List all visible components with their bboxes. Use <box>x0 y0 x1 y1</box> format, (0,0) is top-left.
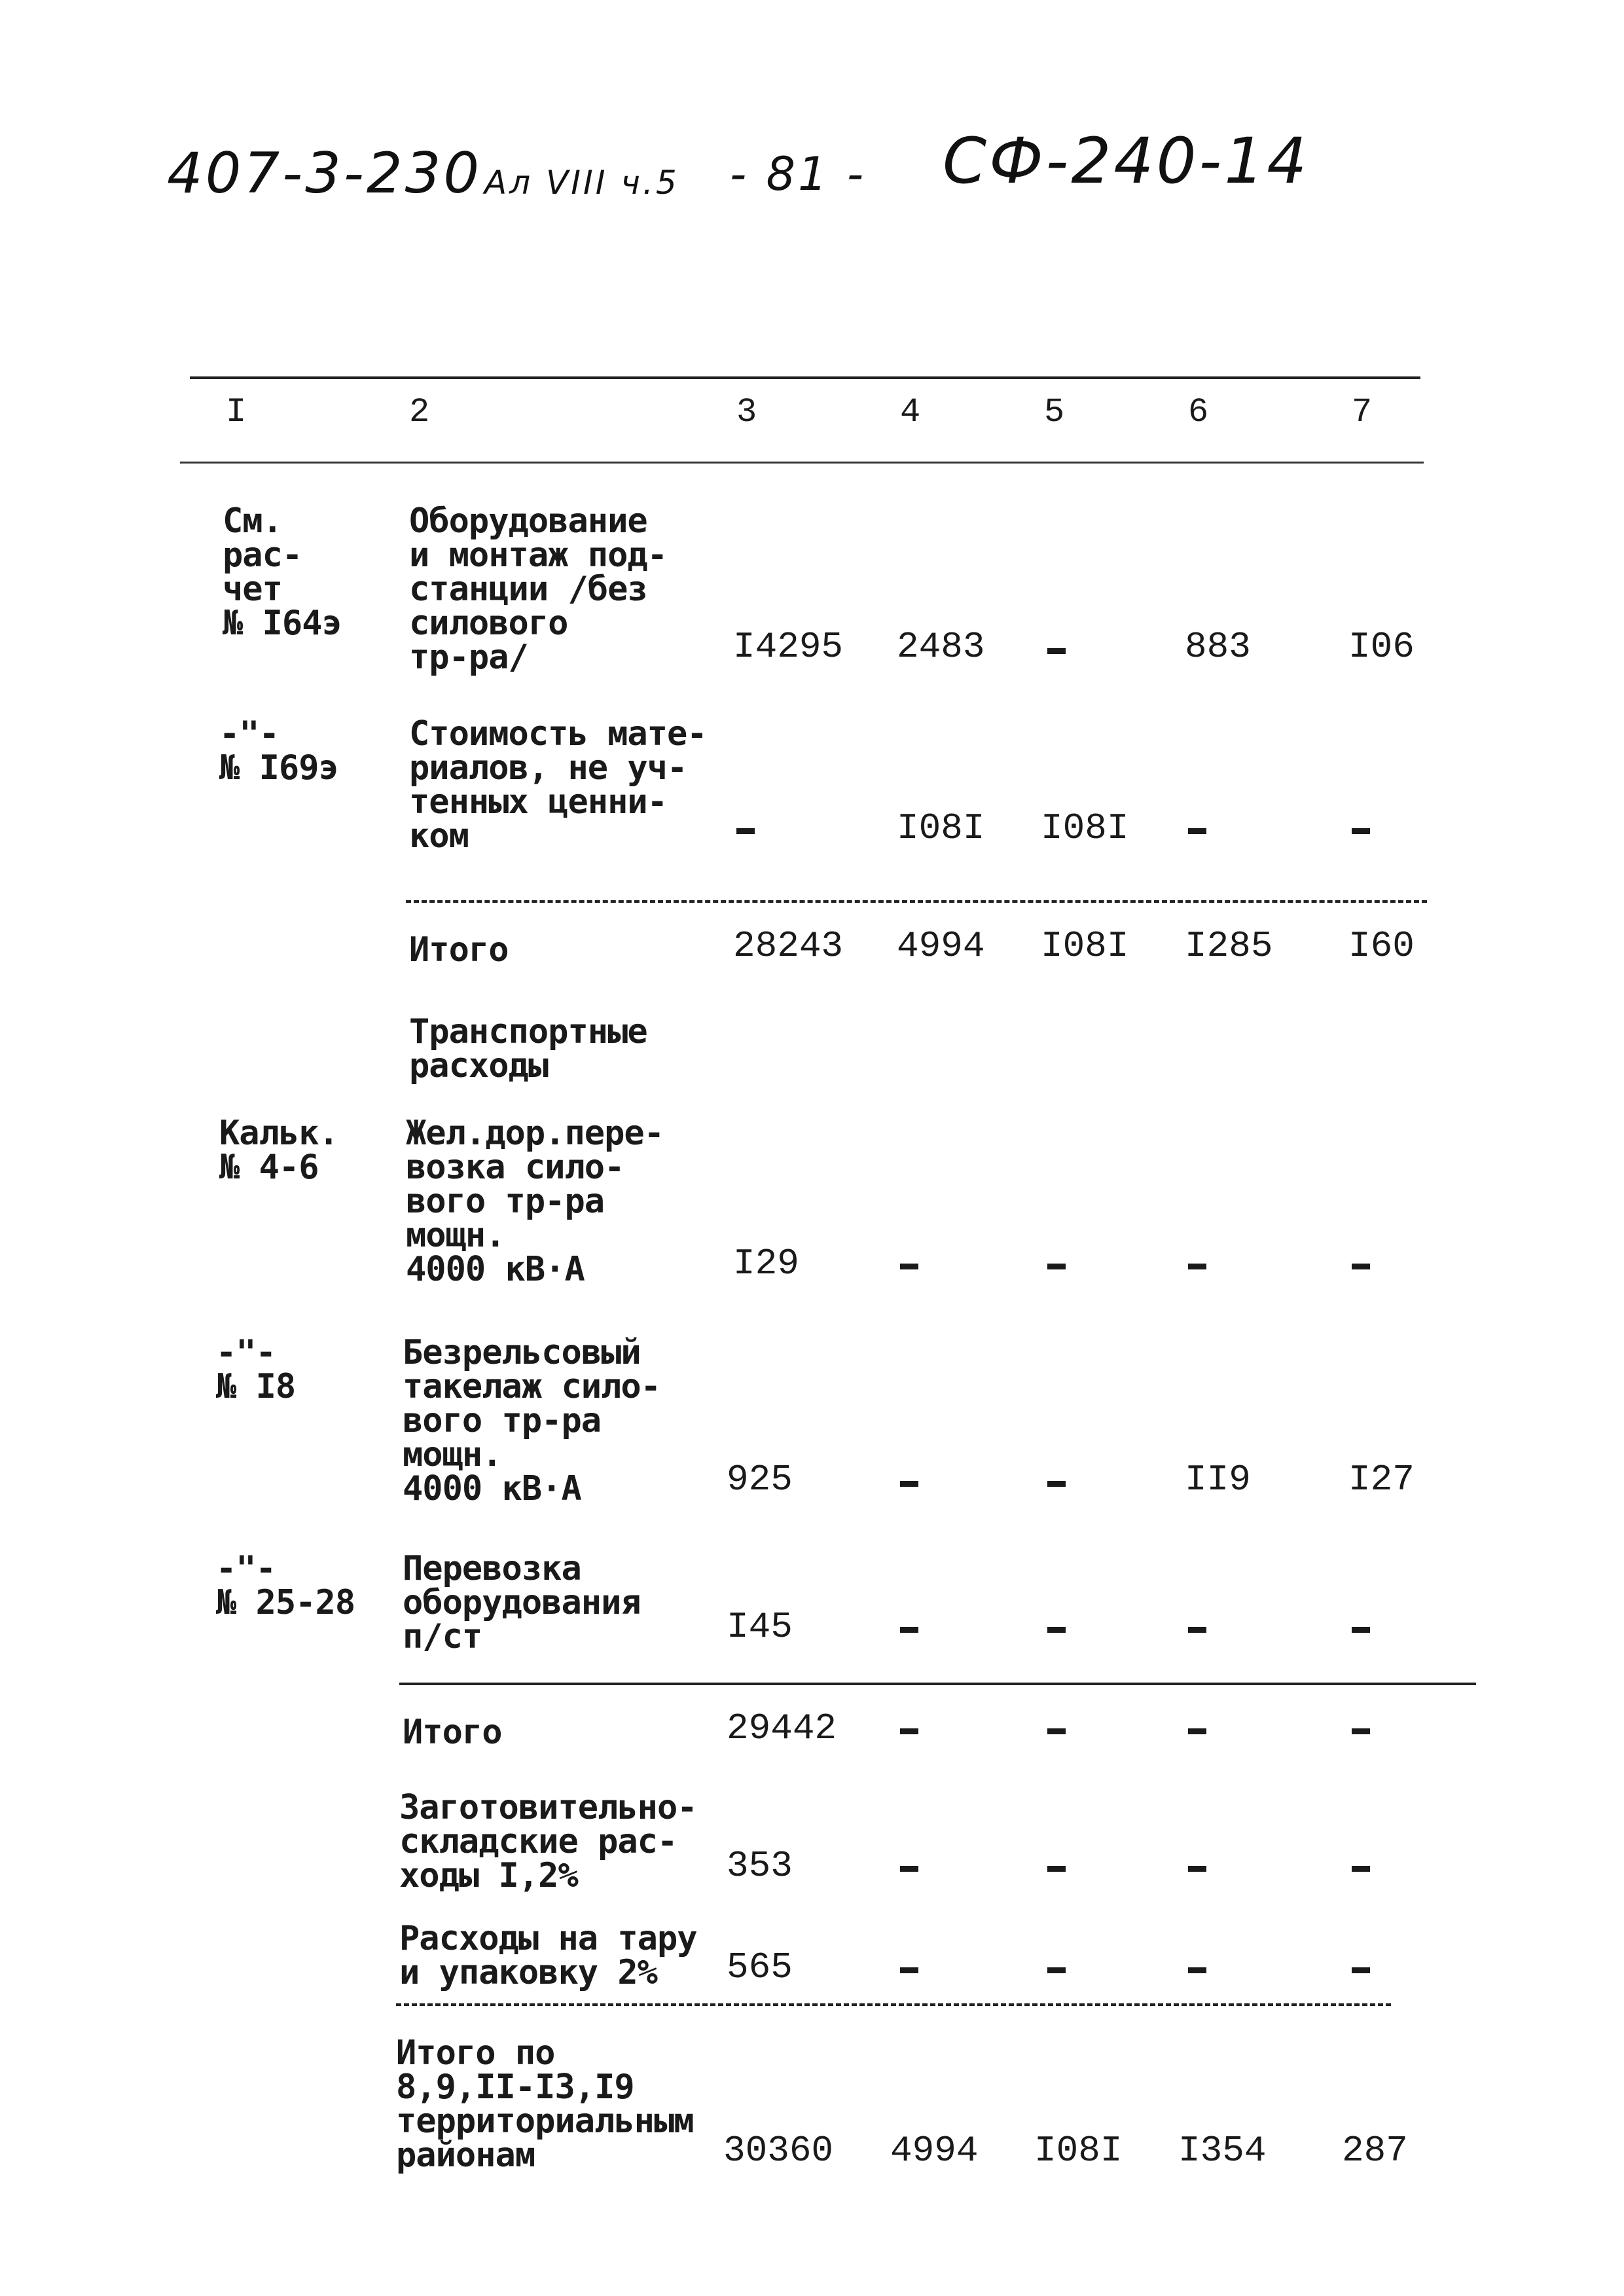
row-value-col6-dash <box>1188 1728 1206 1734</box>
column-header-5: 5 <box>1044 393 1065 431</box>
row-value-col6: I354 <box>1178 2130 1267 2172</box>
row-value-col6: I285 <box>1185 925 1273 967</box>
row-value-col5-dash <box>1047 1728 1066 1734</box>
column-header-6: 6 <box>1188 393 1209 431</box>
row-description: Заготовительно- складские рас- ходы I,2% <box>399 1788 697 1895</box>
row-value-col7: I27 <box>1348 1459 1415 1501</box>
subtotal-rule-3 <box>396 2003 1391 2006</box>
row-ref: -"- № 25-28 <box>216 1549 355 1622</box>
row-value-col4-dash <box>900 1627 918 1633</box>
row-value-col7: I06 <box>1348 626 1415 668</box>
row-value-col5-dash <box>1047 1866 1066 1872</box>
row-ref: -"- № I69э <box>219 714 338 788</box>
row-value-col6: II9 <box>1185 1459 1251 1501</box>
row-value-col3: 353 <box>727 1845 793 1887</box>
row-value-col5-dash <box>1047 1627 1066 1633</box>
row-value-col7-dash <box>1352 828 1370 834</box>
sheet-reference: Ал VIII ч.5 <box>484 164 679 202</box>
subtotal-rule-1 <box>406 900 1427 903</box>
page-number: - 81 - <box>730 147 867 201</box>
row-value-col5-dash <box>1047 1264 1066 1269</box>
row-value-col4-dash <box>900 1481 918 1487</box>
row-value-col7-dash <box>1352 1627 1370 1633</box>
row-value-col7: I60 <box>1348 925 1415 967</box>
row-description: Безрельсовый такелаж сило- вого тр-ра мощн. 4000 кВ·А <box>403 1333 660 1508</box>
row-value-col3: 925 <box>727 1459 793 1501</box>
row-value-col7-dash <box>1352 1866 1370 1872</box>
column-header-4: 4 <box>900 393 921 431</box>
row-value-col4-dash <box>900 1264 918 1269</box>
row-description: Итого <box>409 930 509 970</box>
row-description: Расходы на тару и упаковку 2% <box>399 1919 697 1992</box>
row-value-col3: I29 <box>733 1243 799 1285</box>
row-value-col4-dash <box>900 1728 918 1734</box>
row-value-col3: I4295 <box>733 626 844 668</box>
row-ref: См. рас- чет № I64э <box>223 501 342 643</box>
row-value-col4: I08I <box>897 807 985 849</box>
row-value-col6-dash <box>1188 1264 1206 1269</box>
row-ref: Кальк. № 4-6 <box>219 1114 338 1187</box>
row-value-col3: 565 <box>727 1946 793 1988</box>
row-value-col7-dash <box>1352 1728 1370 1734</box>
row-description: Итого <box>403 1713 502 1752</box>
row-description: Итого по 8,9,II-I3,I9 территориальным районам <box>396 2033 694 2175</box>
document-number: 407-3-230 <box>167 141 482 206</box>
row-value-col4: 4994 <box>897 925 985 967</box>
column-header-7: 7 <box>1352 393 1373 431</box>
row-value-col3: I45 <box>727 1606 793 1648</box>
row-value-col4-dash <box>900 1866 918 1872</box>
row-ref: -"- № I8 <box>216 1333 296 1406</box>
row-description: Перевозка оборудования п/ст <box>403 1549 641 1656</box>
row-value-col6: 883 <box>1185 626 1251 668</box>
row-value-col3: 29442 <box>727 1707 837 1749</box>
row-description: Оборудование и монтаж под- станции /без силового тр-ра/ <box>409 501 667 677</box>
document-code: СФ-240-14 <box>943 124 1310 198</box>
row-value-col6-dash <box>1188 828 1206 834</box>
row-value-col6-dash <box>1188 1967 1206 1973</box>
row-value-col3: 28243 <box>733 925 844 967</box>
row-value-col4: 4994 <box>890 2130 979 2172</box>
column-header-3: 3 <box>736 393 757 431</box>
row-value-col5: I08I <box>1041 925 1129 967</box>
column-header-2: 2 <box>409 393 430 431</box>
row-description: Стоимость мате- риалов, не уч- тенных ценни- ком <box>409 714 707 856</box>
section-heading: Транспортные расходы <box>409 1012 647 1085</box>
row-value-col3-dash <box>736 828 755 834</box>
row-value-col4: 2483 <box>897 626 985 668</box>
row-value-col3: 30360 <box>723 2130 834 2172</box>
table-top-rule <box>190 376 1420 379</box>
row-value-col5: I08I <box>1041 807 1129 849</box>
row-value-col5-dash <box>1047 1967 1066 1973</box>
row-value-col7-dash <box>1352 1264 1370 1269</box>
row-value-col6-dash <box>1188 1627 1206 1633</box>
row-value-col5-dash <box>1047 648 1066 654</box>
row-value-col4-dash <box>900 1967 918 1973</box>
header-bottom-rule <box>180 462 1424 464</box>
subtotal-rule-2 <box>399 1683 1476 1685</box>
row-value-col5: I08I <box>1034 2130 1123 2172</box>
row-value-col6-dash <box>1188 1866 1206 1872</box>
row-value-col7-dash <box>1352 1967 1370 1973</box>
row-description: Жел.дор.пере- возка сило- вого тр-ра мощн. 4000 кВ·А <box>406 1114 664 1289</box>
row-value-col7: 287 <box>1342 2130 1408 2172</box>
row-value-col5-dash <box>1047 1481 1066 1487</box>
column-header-1: I <box>226 393 247 431</box>
